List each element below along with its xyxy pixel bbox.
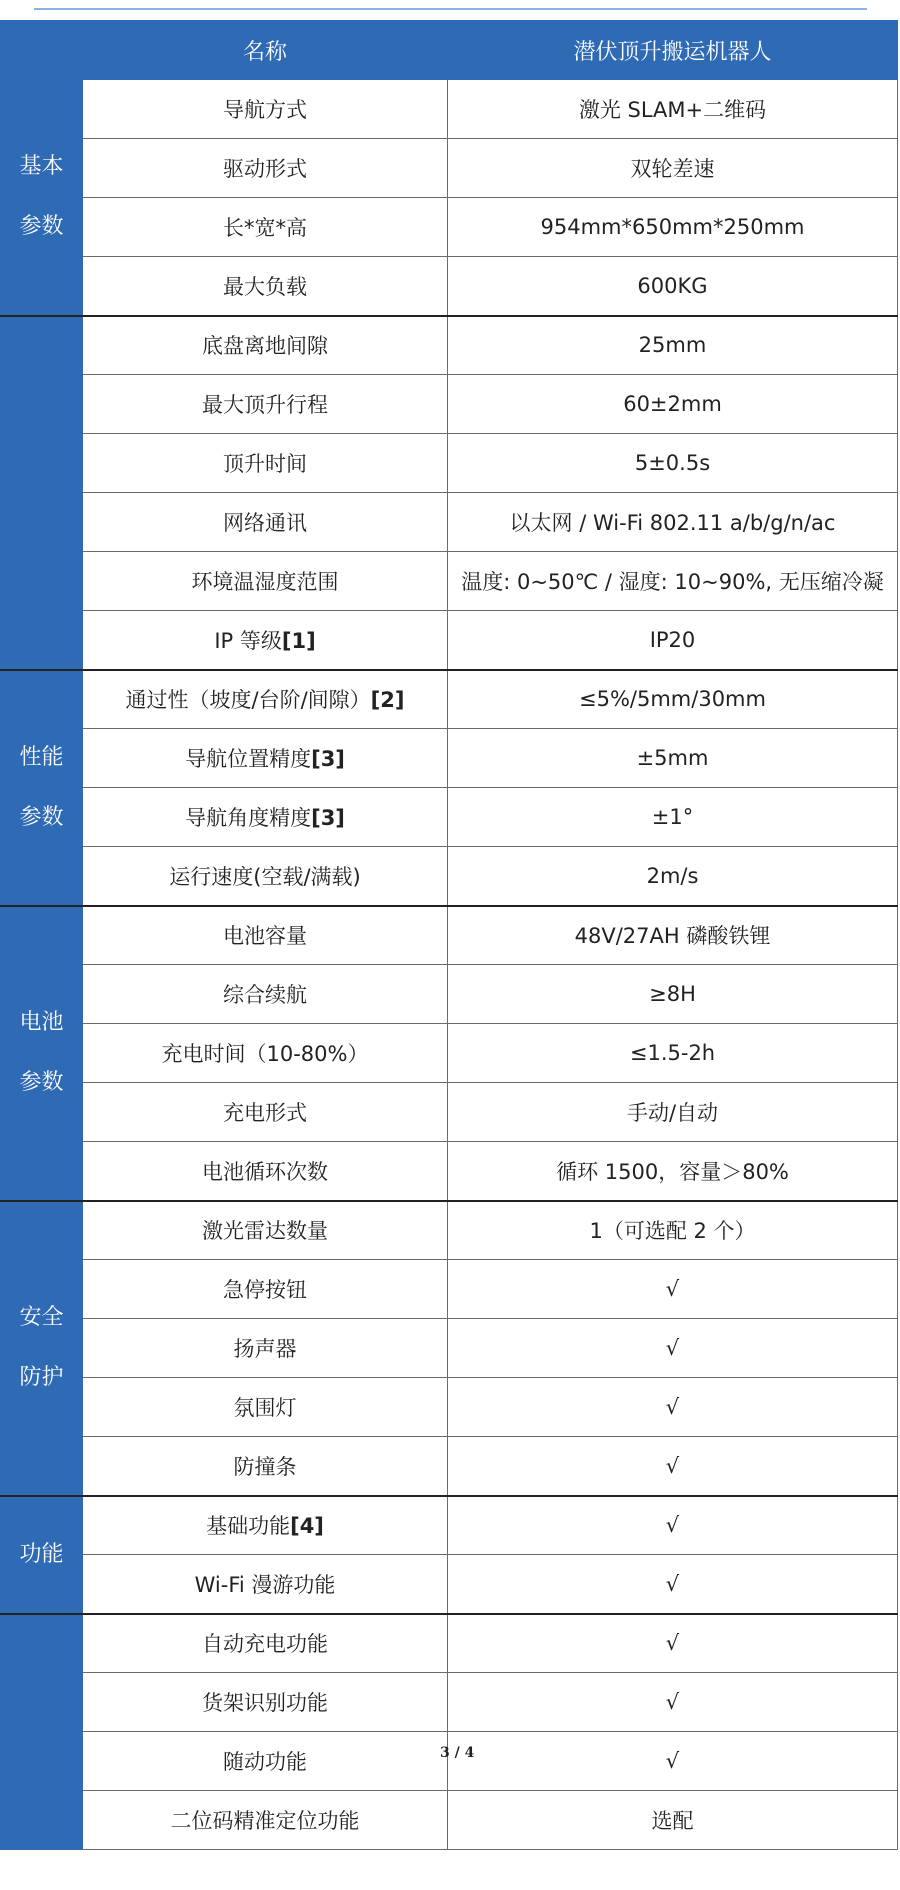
- table-row: [1, 1555, 898, 1614]
- param-value-cell: 手动/自动: [448, 1083, 898, 1142]
- table-row: [1, 1673, 898, 1732]
- param-value-cell: 5±0.5s: [448, 434, 898, 493]
- param-name-cell: [83, 1201, 448, 1260]
- param-name-cell: [83, 965, 448, 1024]
- param-value-cell: 以太网 / Wi-Fi 802.11 a/b/g/n/ac: [448, 493, 898, 552]
- param-value-cell: √: [448, 1437, 898, 1496]
- table-row: [1, 729, 898, 788]
- param-name: 最大顶升行程: [202, 393, 328, 417]
- header-product-cell: 潜伏顶升搬运机器人: [448, 21, 898, 80]
- category-label: 参数: [19, 1070, 64, 1095]
- table-row: [1, 788, 898, 847]
- table-row: [1, 316, 898, 375]
- category-cell: [1, 1614, 83, 1850]
- param-name: Wi-Fi 漫游功能: [194, 1572, 336, 1597]
- param-name: 导航位置精度: [185, 747, 312, 771]
- category-cell: [1, 1201, 83, 1496]
- param-value-cell: √: [448, 1378, 898, 1437]
- spec-body: [1, 80, 898, 1850]
- param-name: 导航角度精度: [185, 806, 312, 830]
- table-row: [1, 906, 898, 965]
- param-value-cell: ≥8H: [448, 965, 898, 1024]
- param-name-cell: [83, 375, 448, 434]
- table-row: [1, 80, 898, 139]
- param-name-cell: [83, 847, 448, 906]
- page-number: 3 / 4: [440, 1745, 475, 1761]
- param-name: 氛围灯: [233, 1396, 297, 1420]
- param-value-cell: 温度: 0~50℃ / 湿度: 10~90%, 无压缩冷凝: [448, 552, 898, 611]
- table-row: [1, 1083, 898, 1142]
- param-value-cell: 循环 1500，容量＞80%: [448, 1142, 898, 1201]
- param-name-cell: [83, 1673, 448, 1732]
- header-row: [1, 21, 898, 80]
- table-row: [1, 1378, 898, 1437]
- param-value-cell: 48V/27AH 磷酸铁锂: [448, 906, 898, 965]
- param-name-cell: [83, 257, 448, 316]
- param-value-cell: ±1°: [448, 788, 898, 847]
- table-row: [1, 139, 898, 198]
- param-name: 导航方式: [223, 98, 307, 122]
- table-row: [1, 1496, 898, 1555]
- param-name: 顶升时间: [223, 452, 307, 476]
- param-name: 网络通讯: [223, 511, 307, 535]
- param-name: 驱动形式: [223, 157, 307, 181]
- param-value-cell: ≤5%/5mm/30mm: [448, 670, 898, 729]
- param-name: 基础功能: [206, 1514, 291, 1539]
- param-value-cell: 60±2mm: [448, 375, 898, 434]
- table-row: [1, 493, 898, 552]
- header-category-cell: [1, 21, 83, 80]
- table-row: [1, 847, 898, 906]
- param-name: 底盘离地间隙: [202, 334, 328, 359]
- param-name-cell: [83, 611, 448, 670]
- table-row: [1, 434, 898, 493]
- table-row: [1, 1142, 898, 1201]
- param-value-cell: 2m/s: [448, 847, 898, 906]
- param-name-cell: [83, 1319, 448, 1378]
- spec-table: [0, 20, 898, 1850]
- table-row: [1, 1614, 898, 1673]
- param-name-cell: [83, 1614, 448, 1673]
- category-label: 参数: [19, 214, 64, 240]
- category-cell: [1, 80, 83, 316]
- table-row: [1, 965, 898, 1024]
- param-name: 急停按钮: [223, 1278, 307, 1302]
- top-rule: [34, 8, 867, 10]
- category-label: 参数: [19, 804, 64, 830]
- param-name: 综合续航: [223, 983, 307, 1007]
- footnote-ref: [2]: [370, 688, 405, 713]
- param-name-cell: [83, 1260, 448, 1319]
- param-value-cell: 选配: [448, 1791, 898, 1850]
- category-cell: [1, 1496, 83, 1614]
- table-row: [1, 1201, 898, 1260]
- param-name: 随动功能: [223, 1750, 307, 1774]
- param-name-cell: [83, 1732, 448, 1791]
- param-name-cell: [83, 729, 448, 788]
- param-name-cell: [83, 1024, 448, 1083]
- category-label: 电池: [19, 1010, 64, 1035]
- category-cell: [1, 316, 83, 670]
- param-name: 环境温湿度范围: [191, 570, 339, 594]
- param-value-cell: √: [448, 1555, 898, 1614]
- param-name-cell: [83, 788, 448, 847]
- param-name-cell: [83, 493, 448, 552]
- table-row: [1, 1260, 898, 1319]
- param-name: 电池循环次数: [202, 1159, 328, 1184]
- category-label: 防护: [19, 1365, 64, 1390]
- footnote-ref: [1]: [281, 628, 316, 653]
- param-value-cell: √: [448, 1319, 898, 1378]
- table-row: [1, 198, 898, 257]
- param-value-cell: √: [448, 1496, 898, 1555]
- param-value-cell: 双轮差速: [448, 139, 898, 198]
- param-name: 运行速度(空载/满载): [169, 864, 361, 889]
- param-name: 通过性（坡度/台阶/间隙）: [125, 688, 371, 713]
- param-name-cell: [83, 906, 448, 965]
- category-label: 安全: [19, 1305, 64, 1330]
- param-value-cell: IP20: [448, 611, 898, 670]
- table-row: [1, 670, 898, 729]
- param-name: 货架识别功能: [202, 1691, 328, 1715]
- param-name: 最大负载: [223, 274, 307, 299]
- param-name: 长*宽*高: [223, 216, 307, 240]
- table-row: [1, 552, 898, 611]
- param-value-cell: ≤1.5-2h: [448, 1024, 898, 1083]
- param-name: 自动充电功能: [202, 1632, 328, 1657]
- param-name-cell: [83, 434, 448, 493]
- param-name: 防撞条: [233, 1454, 297, 1479]
- table-row: [1, 375, 898, 434]
- category-label: 基本: [19, 154, 64, 180]
- param-value-cell: 25mm: [448, 316, 898, 375]
- table-row: [1, 611, 898, 670]
- category-cell: [1, 906, 83, 1201]
- param-value-cell: √: [448, 1732, 898, 1791]
- category-cell: [1, 670, 83, 906]
- footnote-ref: [3]: [311, 806, 345, 830]
- param-name: 扬声器: [233, 1337, 297, 1361]
- param-name-cell: [83, 316, 448, 375]
- footnote-ref: [3]: [311, 747, 345, 771]
- param-name: 充电形式: [223, 1101, 307, 1125]
- param-name-cell: [83, 80, 448, 139]
- param-value-cell: 600KG: [448, 257, 898, 316]
- param-name-cell: [83, 1437, 448, 1496]
- param-name: 电池容量: [223, 924, 307, 949]
- table-row: [1, 1791, 898, 1850]
- param-value-cell: √: [448, 1260, 898, 1319]
- table-row: [1, 1437, 898, 1496]
- param-name: 充电时间（10-80%）: [161, 1042, 369, 1066]
- category-label: 功能: [19, 1541, 64, 1567]
- table-row: [1, 1024, 898, 1083]
- param-value-cell: ±5mm: [448, 729, 898, 788]
- param-name-cell: [83, 1083, 448, 1142]
- param-name: 二位码精准定位功能: [170, 1809, 360, 1833]
- param-value-cell: 954mm*650mm*250mm: [448, 198, 898, 257]
- param-value-cell: √: [448, 1673, 898, 1732]
- header-name-cell: 名称: [83, 21, 448, 80]
- param-name-cell: [83, 670, 448, 729]
- param-value-cell: 激光 SLAM+二维码: [448, 80, 898, 139]
- param-value-cell: √: [448, 1614, 898, 1673]
- param-name-cell: [83, 1791, 448, 1850]
- param-name: IP 等级: [214, 628, 282, 653]
- table-row: [1, 1319, 898, 1378]
- param-name-cell: [83, 198, 448, 257]
- param-name-cell: [83, 1378, 448, 1437]
- table-row: [1, 1732, 898, 1791]
- category-label: 性能: [19, 744, 64, 770]
- param-name-cell: [83, 139, 448, 198]
- param-name-cell: [83, 552, 448, 611]
- table-row: [1, 257, 898, 316]
- param-name-cell: [83, 1555, 448, 1614]
- param-name-cell: [83, 1142, 448, 1201]
- param-name-cell: [83, 1496, 448, 1555]
- footnote-ref: [4]: [290, 1514, 324, 1539]
- param-value-cell: 1（可选配 2 个）: [448, 1201, 898, 1260]
- param-name: 激光雷达数量: [202, 1219, 328, 1244]
